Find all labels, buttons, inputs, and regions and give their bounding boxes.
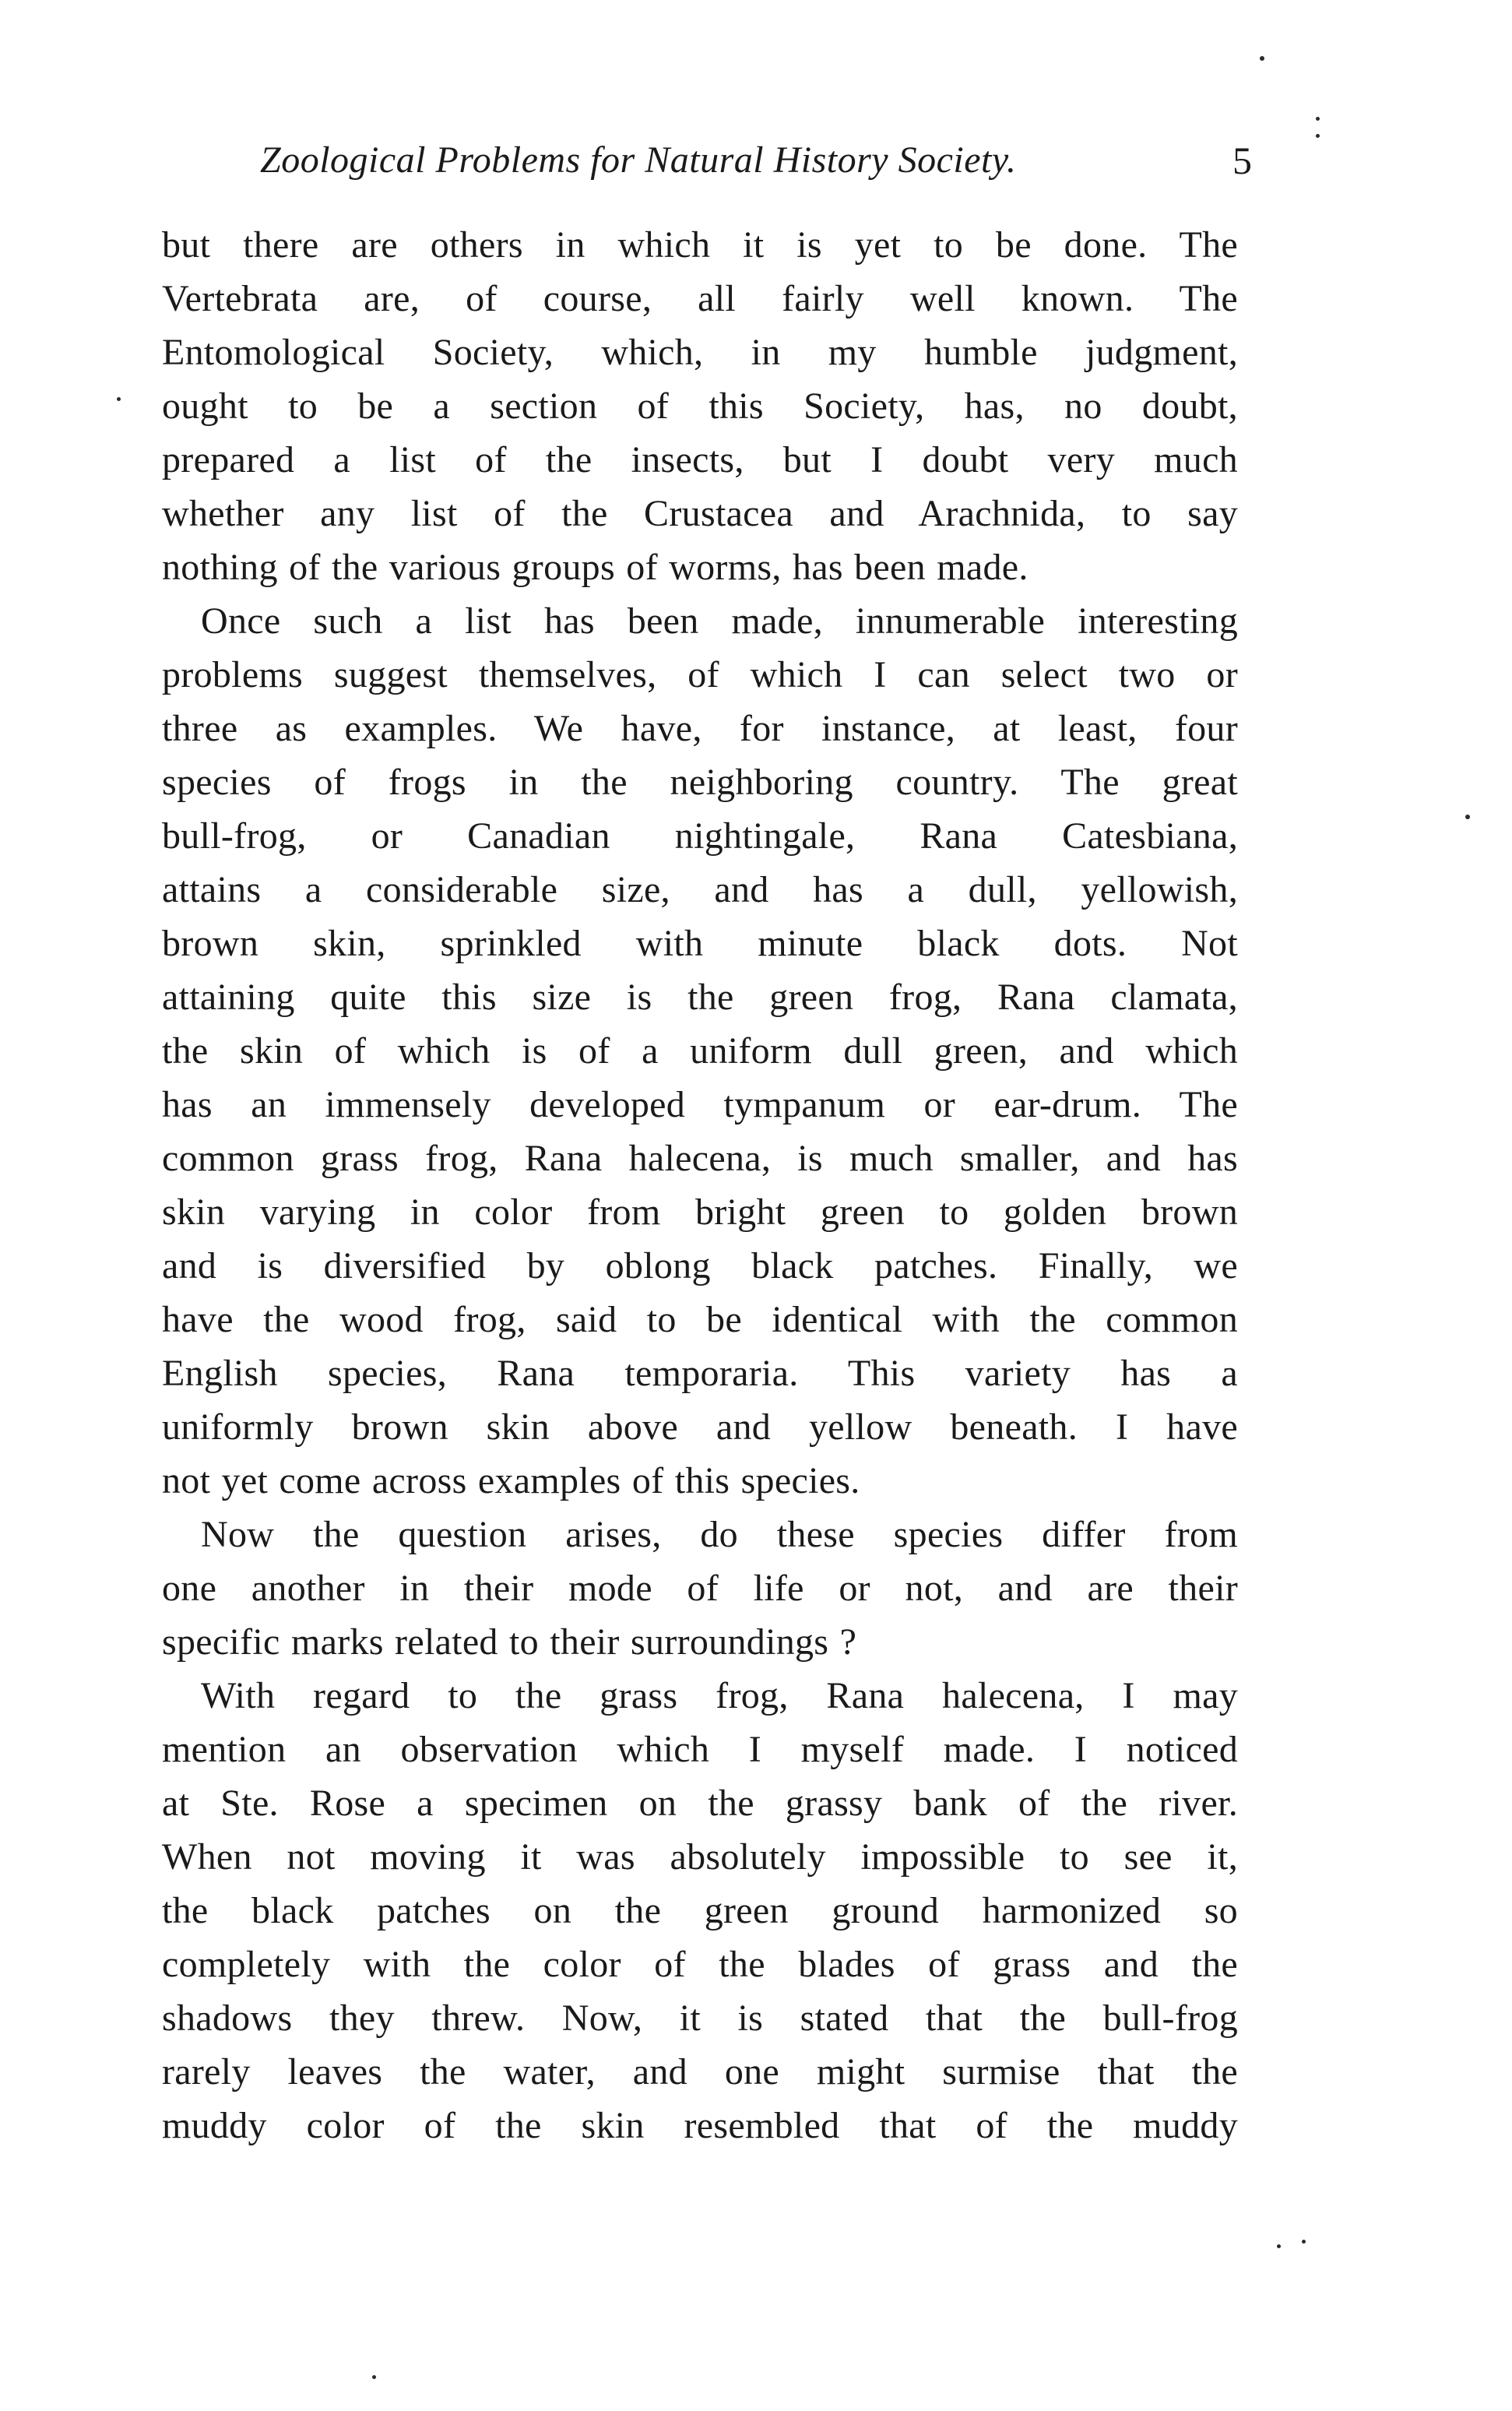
scan-speck	[372, 2375, 376, 2379]
text-line: ought to be a section of this Society, has, no doubt,	[162, 385, 1238, 427]
text-line: the skin of which is of a uniform dull green, and which	[162, 1030, 1238, 1072]
text-line: uniformly brown skin above and yellow beneath. I have	[162, 1406, 1238, 1448]
text-line: shadows they threw. Now, it is stated that the bull-frog	[162, 1997, 1238, 2039]
text-line: Once such a list has been made, innumerable interesting	[201, 600, 1238, 642]
scan-speck	[1260, 56, 1264, 61]
text-line: three as examples. We have, for instance, at least, four	[162, 708, 1238, 749]
scan-speck	[1316, 117, 1320, 121]
text-line: With regard to the grass frog, Rana halecena, I may	[201, 1675, 1238, 1716]
body-text	[162, 218, 1238, 2152]
text-line: prepared a list of the insects, but I doubt very much	[162, 439, 1238, 480]
text-line: English species, Rana temporaria. This variety has a	[162, 1353, 1238, 1394]
text-line: whether any list of the Crustacea and Arachnida, to say	[162, 493, 1238, 534]
text-line: but there are others in which it is yet to be done. The	[162, 224, 1238, 266]
text-line: Entomological Society, which, in my humble judgment,	[162, 332, 1238, 373]
paragraph-1	[162, 218, 1238, 594]
scan-speck	[1316, 134, 1320, 138]
running-title: Zoological Problems for Natural History Society.	[260, 139, 1017, 181]
text-line: problems suggest themselves, of which I can select two or	[162, 654, 1238, 695]
text-line: rarely leaves the water, and one might surmise that the	[162, 2051, 1238, 2092]
text-line: have the wood frog, said to be identical with the common	[162, 1299, 1238, 1340]
scan-speck	[1465, 815, 1470, 819]
text-line: specific marks related to their surroundings ?	[162, 1621, 857, 1663]
paragraph-3	[162, 1508, 1238, 1669]
scan-speck	[1302, 2240, 1306, 2244]
text-line: and is diversified by oblong black patches. Finally, we	[162, 1245, 1238, 1286]
text-line: brown skin, sprinkled with minute black dots. Not	[162, 923, 1238, 964]
text-line: mention an observation which I myself made. I noticed	[162, 1729, 1238, 1770]
text-line: attaining quite this size is the green frog, Rana clamata,	[162, 977, 1238, 1018]
text-line: has an immensely developed tympanum or ear-drum. The	[162, 1084, 1238, 1125]
text-line: the black patches on the green ground harmonized so	[162, 1890, 1238, 1931]
text-line: bull-frog, or Canadian nightingale, Rana Catesbiana,	[162, 815, 1238, 857]
text-line: at Ste. Rose a specimen on the grassy bank of the river.	[162, 1783, 1238, 1824]
scan-speck	[117, 397, 121, 401]
scan-speck	[1277, 2244, 1281, 2248]
paragraph-4	[162, 1669, 1238, 2152]
text-line: common grass frog, Rana halecena, is much smaller, and has	[162, 1138, 1238, 1179]
paragraph-2	[162, 594, 1238, 1508]
text-line: When not moving it was absolutely impossible to see it,	[162, 1836, 1238, 1878]
text-line: muddy color of the skin resembled that of the muddy	[162, 2105, 1238, 2146]
text-line: nothing of the various groups of worms, has been made.	[162, 547, 1029, 588]
text-line: skin varying in color from bright green to golden brown	[162, 1191, 1238, 1233]
text-line: one another in their mode of life or not, and are their	[162, 1568, 1238, 1609]
text-line: Vertebrata are, of course, all fairly well known. The	[162, 278, 1238, 319]
text-line: attains a considerable size, and has a dull, yellowish,	[162, 869, 1238, 910]
text-line: completely with the color of the blades of grass and the	[162, 1944, 1238, 1985]
page-number: 5	[1232, 139, 1252, 182]
text-line: species of frogs in the neighboring country. The great	[162, 762, 1238, 803]
text-line: not yet come across examples of this species.	[162, 1460, 860, 1501]
running-head	[162, 132, 1252, 195]
text-line: Now the question arises, do these species differ from	[201, 1514, 1238, 1555]
